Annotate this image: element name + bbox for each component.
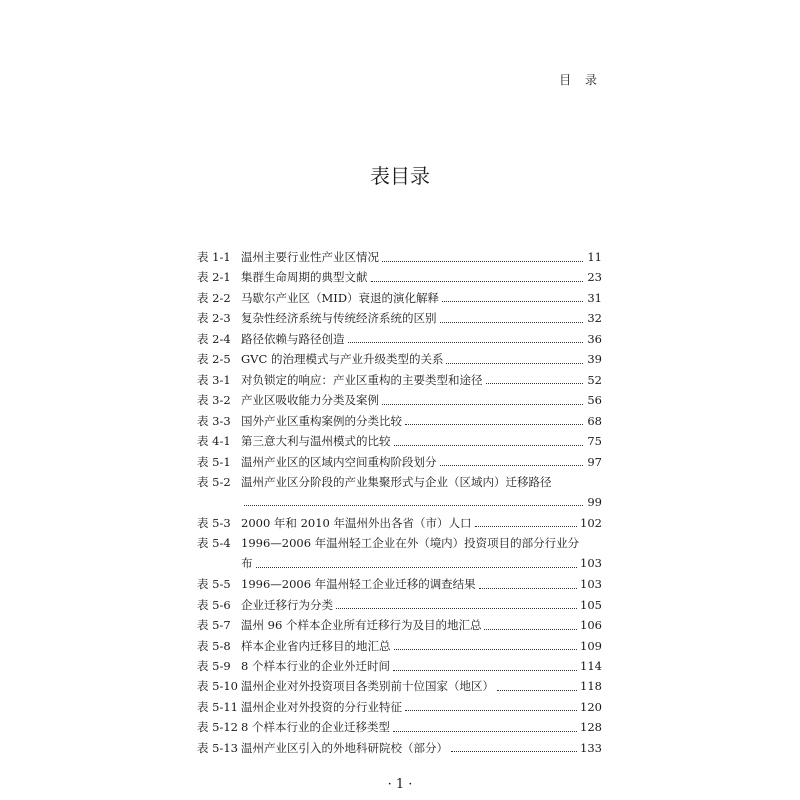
toc-entry	[197, 349, 602, 369]
toc-entry-title: 温州主要行业性产业区情况	[241, 250, 379, 264]
toc-entry-number: 表 5-11	[197, 699, 238, 714]
toc-entry	[197, 513, 602, 533]
toc-entry-title: 产业区吸收能力分类及案例	[241, 393, 379, 408]
toc-entry-page: 97	[587, 454, 602, 469]
dot-leader	[484, 629, 577, 630]
toc-entry	[197, 329, 602, 349]
dot-leader	[440, 465, 584, 466]
toc-entry-page: 133	[580, 740, 602, 755]
dot-leader	[244, 505, 583, 506]
toc-entry-number: 表 5-1	[197, 454, 231, 469]
toc-entry-page: 106	[580, 618, 602, 633]
dot-leader	[475, 526, 578, 527]
dot-leader	[405, 424, 583, 425]
toc-entry-number: 表 5-6	[197, 597, 231, 612]
toc-entry-page: 36	[587, 331, 602, 346]
toc-entry-page: 52	[587, 372, 602, 387]
toc-entry-number: 表 3-1	[197, 372, 231, 387]
dot-leader	[442, 301, 583, 302]
toc-entry	[197, 390, 602, 410]
toc-entry-title-continued: 布	[241, 556, 253, 571]
toc-entry	[197, 431, 602, 451]
toc-entry	[197, 595, 602, 615]
toc-entry-number: 表 2-4	[197, 331, 231, 346]
toc-entry-title: 温州产业区的区域内空间重构阶段划分	[241, 454, 437, 469]
toc-entry-number: 表 2-3	[197, 311, 231, 326]
toc-entry	[197, 738, 602, 758]
toc-entry	[197, 247, 602, 267]
toc-entry-title: 2000 年和 2010 年温州外出各省（市）人口	[241, 515, 472, 530]
dot-leader	[348, 342, 584, 343]
toc-entry-title: 温州企业对外投资的分行业特征	[241, 699, 402, 714]
dot-leader	[451, 751, 577, 752]
toc-entry-title: 温州企业对外投资项目各类别前十位国家（地区）	[241, 679, 494, 694]
toc-entry-page: 103	[580, 577, 602, 592]
toc-entry-number: 表 1-1	[197, 250, 231, 264]
toc-entry-page: 103	[580, 556, 602, 571]
page-number: · 1 ·	[387, 777, 413, 792]
page-title: 表目录	[370, 164, 430, 188]
toc-entry-title: 企业迁移行为分类	[241, 597, 333, 612]
toc-entry-number: 表 3-2	[197, 393, 231, 408]
toc-entry-title: 马歇尔产业区（MID）衰退的演化解释	[241, 290, 440, 305]
toc-entry-number: 表 2-2	[197, 290, 231, 305]
toc-entry-number: 表 5-9	[197, 659, 231, 673]
toc-entry-page: 114	[580, 659, 602, 673]
toc-entry-title: 集群生命周期的典型文献	[241, 270, 368, 285]
toc-entry	[197, 717, 602, 737]
toc-entry	[197, 452, 602, 472]
dot-leader	[486, 383, 584, 384]
toc-entry-number: 表 2-5	[197, 352, 231, 367]
toc-entry-page: 23	[587, 270, 602, 285]
toc-entry-number: 表 5-12	[197, 720, 238, 735]
toc-entry-title: 8 个样本行业的企业外迁时间	[241, 659, 390, 673]
toc-entry	[197, 472, 602, 512]
toc-entry-page: 68	[587, 413, 602, 428]
toc-entry-page: 56	[587, 393, 602, 408]
toc-entry	[197, 697, 602, 717]
toc-entry	[197, 533, 602, 573]
toc-entry-page: 120	[580, 699, 602, 714]
dot-leader	[371, 281, 584, 282]
toc-entry-page: 32	[587, 311, 602, 326]
toc-entry-title: 1996—2006 年温州轻工企业迁移的调查结果	[241, 577, 476, 592]
toc-entry	[197, 636, 602, 656]
toc-entry-title: 8 个样本行业的企业迁移类型	[241, 720, 390, 735]
toc-entry	[197, 615, 602, 635]
toc-entry-number: 表 5-3	[197, 515, 231, 530]
toc-entry-number: 表 3-3	[197, 413, 231, 428]
dot-leader	[394, 445, 584, 446]
toc-entry-title: 样本企业省内迁移目的地汇总	[241, 638, 391, 653]
dot-leader	[405, 710, 577, 711]
toc-entry-title: 复杂性经济系统与传统经济系统的区别	[241, 311, 437, 326]
toc-entry-page: 99	[587, 494, 602, 509]
dot-leader	[497, 690, 577, 691]
dot-leader	[440, 322, 584, 323]
toc-entry-page: 102	[580, 515, 602, 530]
dot-leader	[394, 649, 578, 650]
dot-leader	[382, 404, 583, 405]
toc-entry	[197, 308, 602, 328]
toc-entry-number: 表 4-1	[197, 434, 231, 449]
toc-entry-page: 75	[587, 434, 602, 449]
toc-entry	[197, 411, 602, 431]
toc-entry-page: 31	[587, 290, 602, 305]
toc-entry-page: 11	[587, 250, 602, 264]
dot-leader	[393, 731, 577, 732]
running-header: 目 录	[559, 73, 602, 87]
dot-leader	[336, 608, 577, 609]
toc-entry-page: 105	[580, 597, 602, 612]
dot-leader	[479, 588, 577, 589]
toc-entry-number: 表 5-4	[197, 536, 231, 551]
toc-entry-number: 表 5-5	[197, 577, 231, 592]
toc-entry-page: 109	[580, 638, 602, 653]
dot-leader	[393, 670, 577, 671]
dot-leader	[446, 363, 583, 364]
dot-leader	[256, 567, 578, 568]
toc-entry-title: 对负锁定的响应：产业区重构的主要类型和途径	[241, 372, 483, 387]
toc-entry	[197, 676, 602, 696]
toc-entry	[197, 656, 602, 676]
toc-entry-number: 表 5-8	[197, 638, 231, 653]
toc-entry-number: 表 5-10	[197, 679, 238, 694]
toc-entry-title: 温州产业区分阶段的产业集聚形式与企业（区域内）迁移路径	[241, 474, 552, 489]
toc-entry-number: 表 5-13	[197, 740, 238, 755]
toc-entry-number: 表 2-1	[197, 270, 231, 285]
toc-entry-page: 128	[580, 720, 602, 735]
toc-entry-title: 温州 96 个样本企业所有迁移行为及目的地汇总	[241, 618, 482, 633]
toc-entry-page: 118	[580, 679, 602, 694]
toc-entry	[197, 574, 602, 594]
toc-entry-title: GVC 的治理模式与产业升级类型的关系	[241, 352, 444, 367]
toc-entry	[197, 288, 602, 308]
toc-entry-page: 39	[587, 352, 602, 367]
dot-leader	[382, 261, 583, 262]
toc-entry-title: 1996—2006 年温州轻工企业在外（境内）投资项目的部分行业分	[241, 536, 580, 551]
toc-entry-number: 表 5-2	[197, 474, 231, 489]
toc-entry	[197, 370, 602, 390]
toc-entry-title: 国外产业区重构案例的分类比较	[241, 413, 402, 428]
toc-entry-title: 第三意大利与温州模式的比较	[241, 434, 391, 449]
toc-entry-title: 路径依赖与路径创造	[241, 331, 345, 346]
toc-entry	[197, 267, 602, 287]
toc-entry-title: 温州产业区引入的外地科研院校（部分）	[241, 740, 448, 755]
toc-entry-number: 表 5-7	[197, 618, 231, 633]
